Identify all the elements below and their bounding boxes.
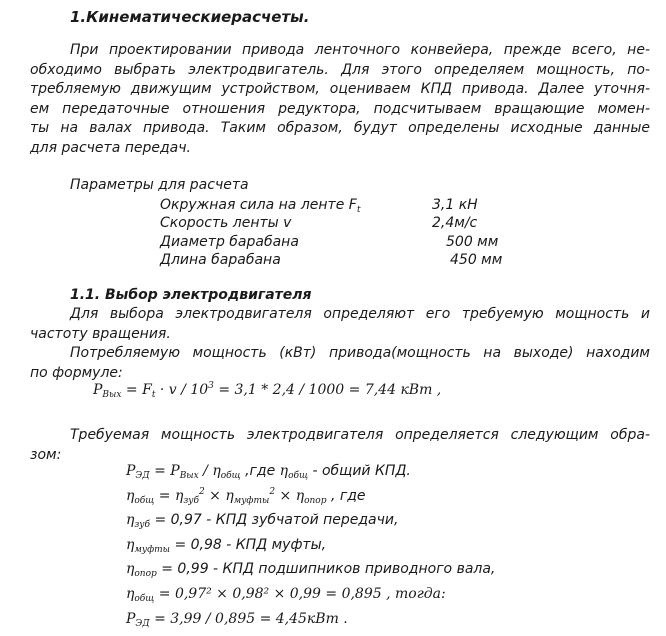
formula-gear-efficiency: $\eta_{зуб} = 0,97$ - КПД зубчатой передачи, [126,512,399,530]
param-value: 3,1 кН [432,197,478,213]
intro-line: обходимо выбрать электродвигатель. Для этого определяем мощность, по- [30,61,650,78]
formula-coupling-efficiency: $\eta_{муфты} = 0,98$ - КПД муфты, [126,537,327,555]
param-label: Скорость ленты v [160,215,292,231]
section-title: 1.Кинематическиерасчеты. [70,8,310,26]
intro-line: для расчета передач. [30,139,191,156]
text-line: Потребляемую мощность (кВт) привода(мощность на выходе) находим [70,345,650,361]
param-value: 500 мм [446,234,499,250]
intro-line: ем передаточные отношения редуктора, подсчитываем вращающие момен- [30,100,650,117]
intro-line: При проектировании привода ленточного конвейера, прежде всего, не- [70,42,650,58]
text-line: по формуле: [30,364,123,381]
formula-efficiency-product: $\eta_{общ} = \eta_{зуб}^2 \times \eta_{муфты}^2 \times \eta_{опор}$ , где [126,487,366,506]
formula-motor-power: $P_{ЭД} = P_{Вых} / \eta_{общ}$ ,где $\eta_{общ}$ - общий КПД. [126,463,411,481]
formula-output-power: $P_{Вых} = F_t \cdot v / 10^3 = 3,1 * 2,4 / 1000 = 7,44$ кВт , [93,381,442,400]
formula-bearing-efficiency: $\eta_{опор} = 0,99$ - КПД подшипников приводного вала, [126,561,496,579]
intro-paragraph [30,41,650,158]
param-value: 2,4м/с [432,215,478,231]
param-label: Длина барабана [160,252,281,268]
param-label: Диаметр барабана [160,234,299,250]
param-value: 450 мм [450,252,503,268]
intro-line: ты на валах привода. Таким образом, будут определены исходные данные [30,120,650,136]
text-line: частоту вращения. [30,325,171,342]
text-line: Требуемая мощность электродвигателя определяется следующим обра- [70,427,650,443]
text-line: Для выбора электродвигателя определяют его требуемую мощность и [70,306,650,322]
formula-total-efficiency: $\eta_{общ} = 0,97^2 \times 0,98^2 \times 0,99 = 0,895$ , тогда: [126,586,446,604]
required-power-paragraph [30,426,650,465]
power-paragraph [30,344,650,383]
choice-paragraph [30,305,650,344]
params-heading: Параметры для расчета [70,177,249,193]
formula-motor-power-result: $P_{ЭД} = 3,99 / 0,895 = 4,45кВт$ . [126,611,348,629]
subsection-title: 1.1. Выбор электродвигателя [70,287,312,303]
intro-line: требляемую движущим устройством, оцениваем КПД привода. Далее уточня- [30,81,650,97]
text-line: зом: [30,446,62,463]
param-label: Окружная сила на ленте $F_t$ [160,197,361,215]
